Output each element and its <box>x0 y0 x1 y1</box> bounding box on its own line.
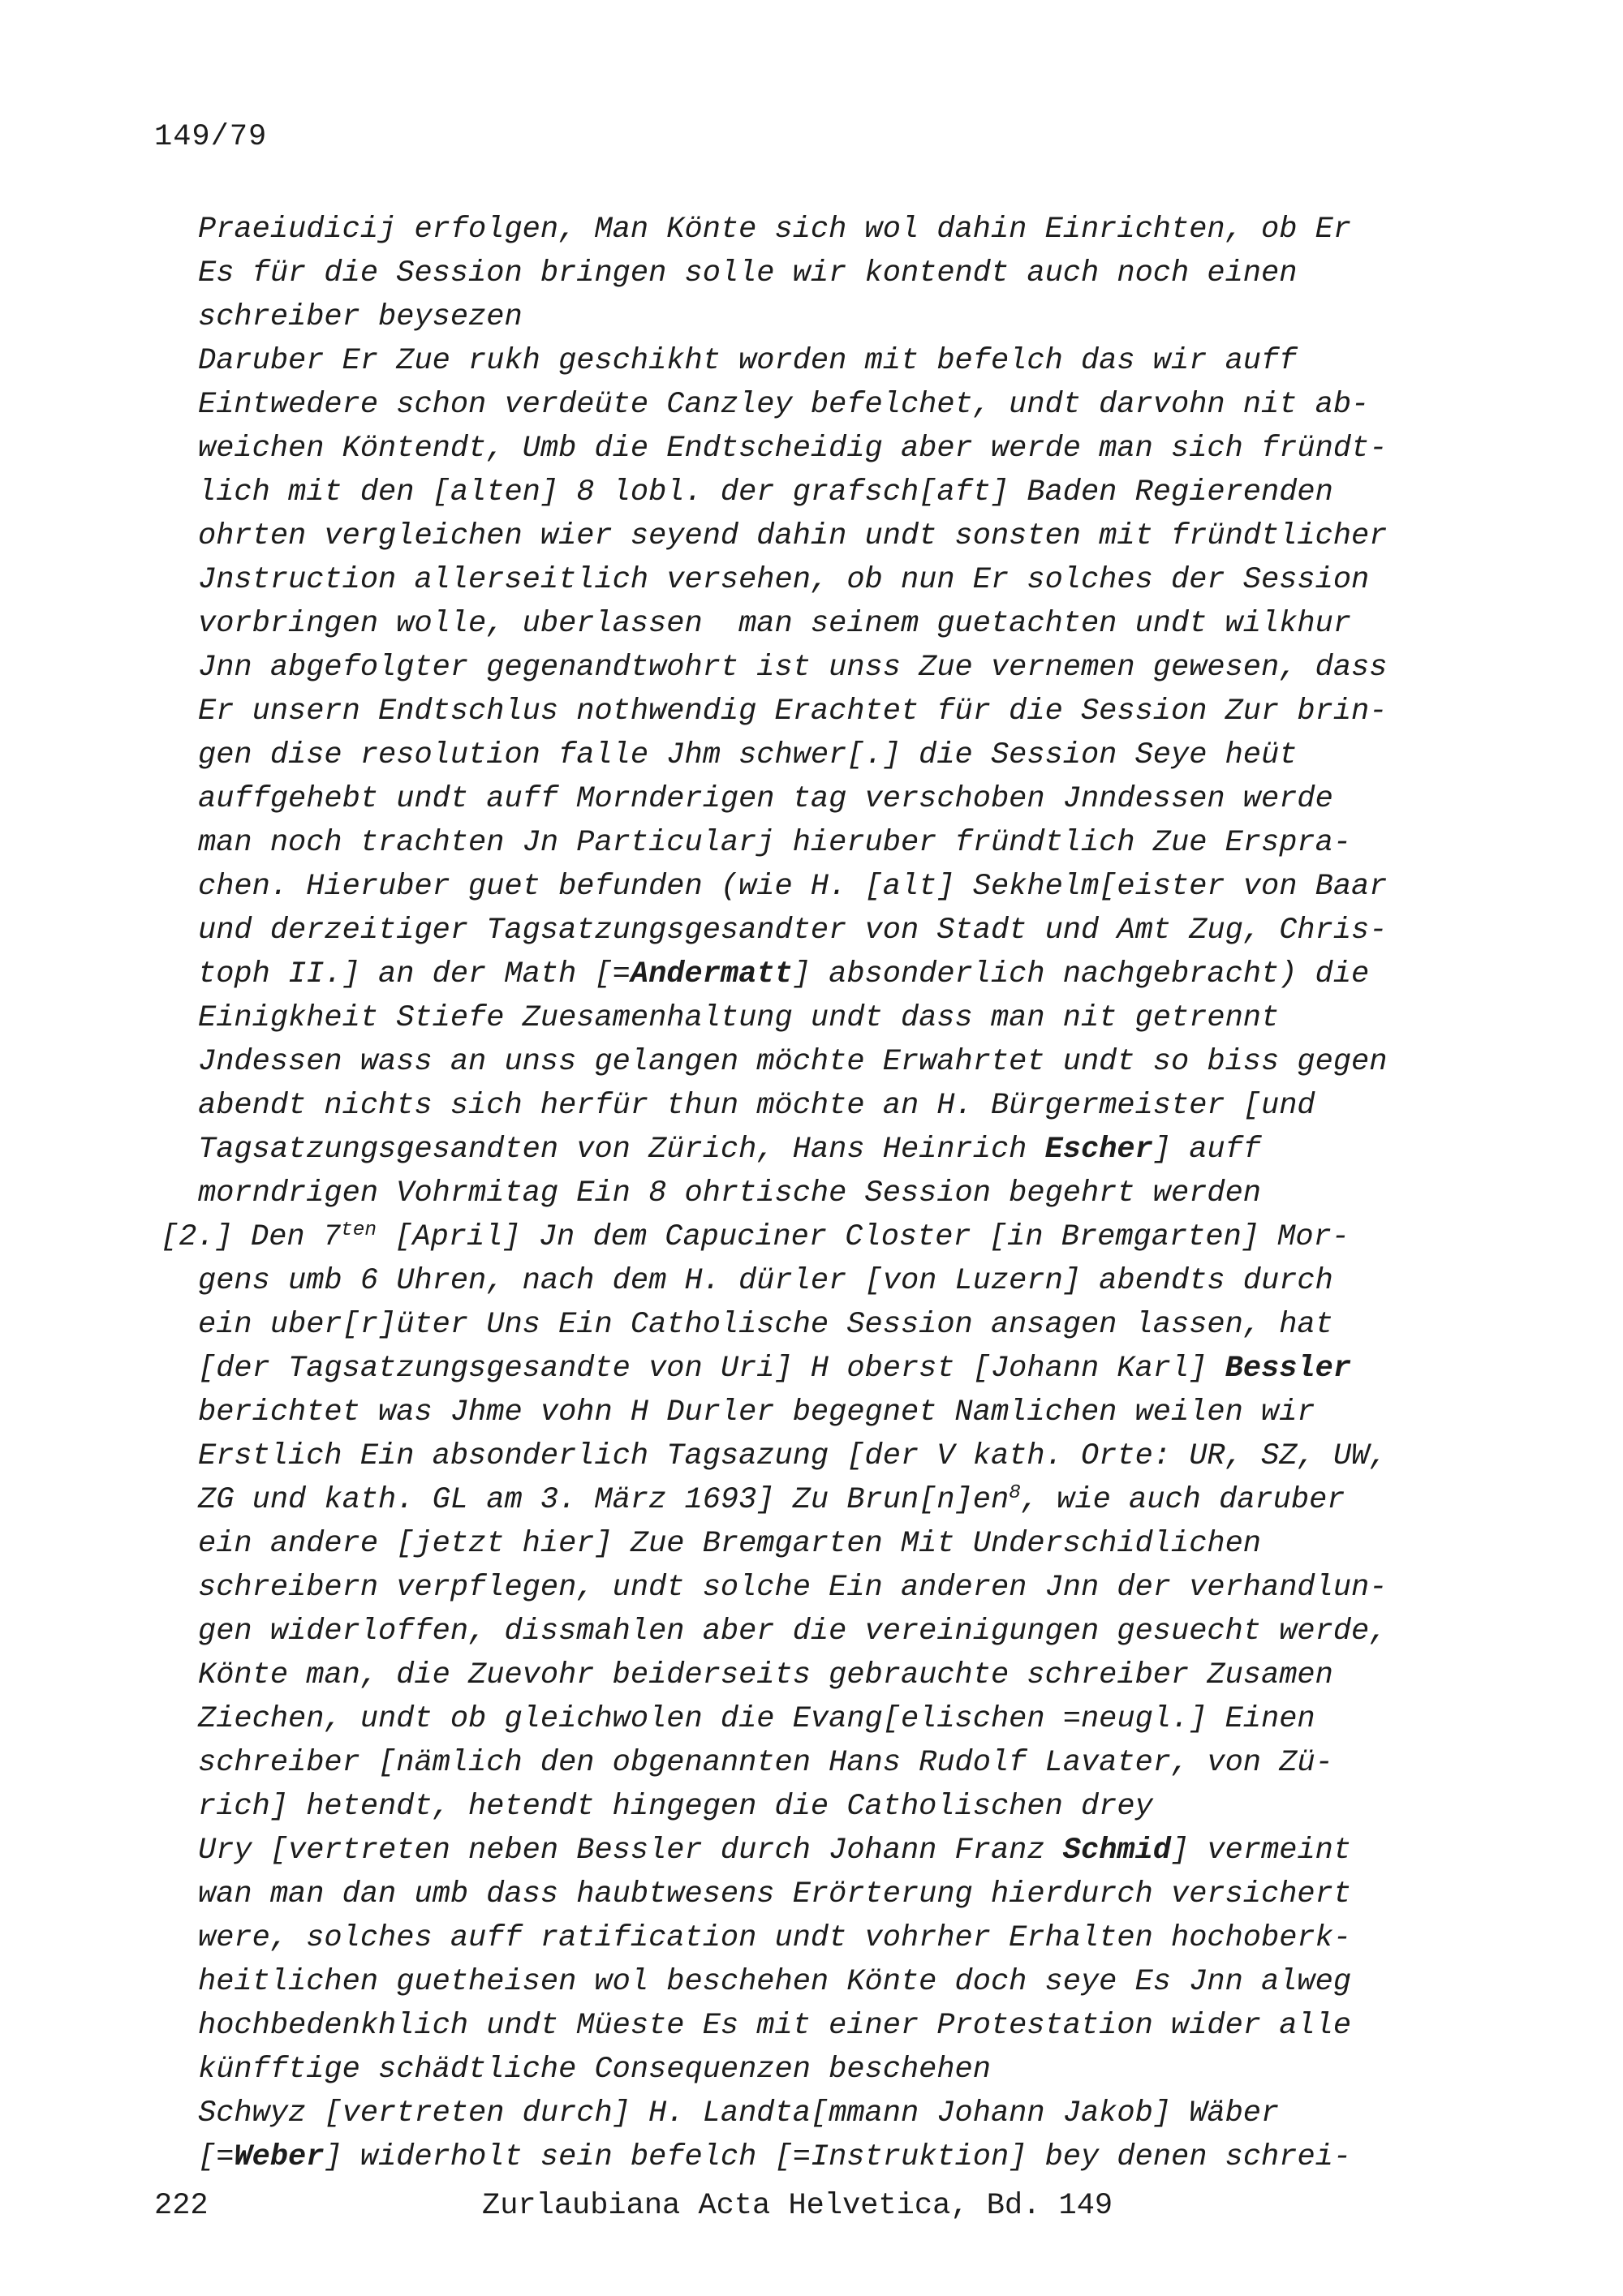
text-segment: Schwyz [vertreten durch] H. Landta[mmann Johann Jakob] Wäber <box>198 2096 1280 2130</box>
text-line <box>161 1215 1578 1259</box>
text-line <box>198 514 1578 558</box>
text-segment-bold: Bessler <box>1225 1352 1352 1386</box>
text-segment: Jnn abgefolgter gegenandtwohrt ist unss Zue vernemen gewesen, dass <box>198 651 1388 685</box>
text-line <box>198 1916 1578 1960</box>
text-line <box>198 602 1578 646</box>
text-segment-bold: Weber <box>234 2140 325 2174</box>
text-line <box>198 1653 1578 1697</box>
text-line <box>198 690 1578 733</box>
text-line <box>198 646 1578 690</box>
text-segment: ein andere [jetzt hier] Zue Bremgarten Mit Underschidlichen <box>198 1527 1262 1561</box>
text-line <box>198 208 1578 252</box>
text-segment: ] absonderlich nachgebracht) die <box>792 957 1370 991</box>
text-segment: rich] hetendt, hetendt hingegen die Catholischen drey <box>198 1790 1153 1824</box>
text-segment: , wie auch daruber <box>1020 1483 1345 1517</box>
text-line <box>198 865 1578 909</box>
text-line <box>198 1434 1578 1478</box>
text-segment: vorbringen wolle, uberlassen man seinem guetachten undt wilkhur <box>198 607 1352 641</box>
text-line <box>198 2004 1578 2048</box>
text-segment: wan man dan umb dass haubtwesens Erörterung hierdurch versichert <box>198 1877 1352 1911</box>
text-segment: berichtet was Jhme vohn H Durler begegnet Namlichen weilen wir <box>198 1395 1315 1430</box>
text-line <box>198 1610 1578 1653</box>
text-segment: man noch trachten Jn Particularj hieruber fründtlich Zue Erspra- <box>198 826 1352 860</box>
text-segment-bold: Andermatt <box>630 957 793 991</box>
footer-page-number: 222 <box>154 2189 209 2223</box>
text-segment-bold: Escher <box>1044 1133 1153 1167</box>
text-segment: heitlichen guetheisen wol beschehen Könte doch seye Es Jnn alweg <box>198 1965 1352 1999</box>
text-line <box>198 777 1578 821</box>
text-segment-bold: Schmid <box>1062 1834 1172 1868</box>
text-segment: auffgehebt undt auff Mornderigen tag verschoben Jnndessen werde <box>198 782 1333 816</box>
text-line <box>198 295 1578 339</box>
text-segment: schreiber [nämlich den obgenannten Hans Rudolf Lavater, von Zü- <box>198 1746 1333 1780</box>
text-line <box>198 1566 1578 1610</box>
text-segment: schreiber beysezen <box>198 300 523 334</box>
text-segment: chen. Hieruber guet befunden (wie H. [alt] Sekhelm[eister von Baar <box>198 870 1388 904</box>
text-segment: gens umb 6 Uhren, nach dem H. dürler [von Luzern] abendts durch <box>198 1264 1333 1298</box>
text-line <box>198 1872 1578 1916</box>
text-line <box>198 1697 1578 1741</box>
text-segment: schreibern verpflegen, undt solche Ein anderen Jnn der verhandlun- <box>198 1571 1388 1605</box>
text-segment: lich mit den [alten] 8 lobl. der grafsch[aft] Baden Regierenden <box>198 475 1333 510</box>
text-segment: gen widerloffen, dissmahlen aber die vereinigungen gesuecht werde, <box>198 1615 1388 1649</box>
page-header-number: 149/79 <box>154 120 268 154</box>
text-segment: hochbedenkhlich undt Müeste Es mit einer Protestation wider alle <box>198 2009 1352 2043</box>
text-segment: gen dise resolution falle Jhm schwer[.] die Session Seye heüt <box>198 738 1298 772</box>
body-text <box>161 208 1578 2179</box>
text-segment: [April] Jn dem Capuciner Closter [in Bremgarten] Mor- <box>377 1220 1350 1254</box>
text-line <box>198 1084 1578 1128</box>
text-line <box>198 952 1578 996</box>
text-line <box>198 1391 1578 1434</box>
text-line <box>198 1347 1578 1391</box>
text-segment: Daruber Er Zue rukh geschikht worden mit befelch das wir auff <box>198 344 1298 378</box>
text-line <box>198 1829 1578 1872</box>
text-line <box>198 1259 1578 1303</box>
text-line <box>198 1960 1578 2004</box>
text-segment: ZG und kath. GL am 3. März 1693] Zu Brun[n]en <box>198 1483 1010 1517</box>
text-line <box>198 909 1578 952</box>
text-segment: were, solches auff ratification undt vohrher Erhalten hochoberk- <box>198 1921 1352 1955</box>
text-segment: künfftige schädtliche Consequenzen beschehen <box>198 2053 991 2087</box>
text-segment: [2.] Den 7 <box>161 1220 342 1254</box>
text-segment: Erstlich Ein absonderlich Tagsazung [der V kath. Orte: UR, SZ, UW, <box>198 1439 1388 1473</box>
text-segment-superscript: ten <box>341 1219 377 1241</box>
text-segment: toph II.] an der Math [= <box>198 957 631 991</box>
text-segment: ] vermeint <box>1171 1834 1352 1868</box>
text-segment: und derzeitiger Tagsatzungsgesandter von Stadt und Amt Zug, Chris- <box>198 914 1388 948</box>
text-segment: Tagsatzungsgesandten von Zürich, Hans Heinrich <box>198 1133 1045 1167</box>
text-segment: [der Tagsatzungsgesandte von Uri] H oberst [Johann Karl] <box>198 1352 1225 1386</box>
text-line <box>198 383 1578 427</box>
text-segment: Es für die Session bringen solle wir kontendt auch noch einen <box>198 256 1298 290</box>
text-line <box>198 1785 1578 1829</box>
text-segment: morndrigen Vohrmitag Ein 8 ohrtische Session begehrt werden <box>198 1176 1262 1210</box>
text-line <box>198 427 1578 471</box>
text-line <box>198 1478 1578 1522</box>
text-line <box>198 1522 1578 1566</box>
text-line <box>198 1172 1578 1215</box>
text-segment: [= <box>198 2140 235 2174</box>
text-line <box>198 1040 1578 1084</box>
text-segment: Ziechen, undt ob gleichwolen die Evang[elischen =neugl.] Einen <box>198 1702 1315 1736</box>
text-segment: Jnstruction allerseitlich versehen, ob nun Er solches der Session <box>198 563 1370 597</box>
text-segment: Jndessen wass an unss gelangen möchte Erwahrtet undt so biss gegen <box>198 1045 1388 1079</box>
text-segment: weichen Köntendt, Umb die Endtscheidig aber werde man sich fründt- <box>198 432 1388 466</box>
text-segment: Er unsern Endtschlus nothwendig Erachtet für die Session Zur brin- <box>198 694 1388 729</box>
text-segment-superscript: 8 <box>1009 1481 1021 1504</box>
text-line <box>198 1128 1578 1172</box>
text-line <box>198 339 1578 383</box>
text-line <box>198 471 1578 514</box>
text-segment: abendt nichts sich herfür thun möchte an H. Bürgermeister [und <box>198 1089 1315 1123</box>
text-line <box>198 1741 1578 1785</box>
text-line <box>198 733 1578 777</box>
text-line <box>198 1303 1578 1347</box>
text-segment: Könte man, die Zuevohr beiderseits gebrauchte schreiber Zusamen <box>198 1658 1333 1692</box>
text-segment: Eintwedere schon verdeüte Canzley befelchet, undt darvohn nit ab- <box>198 388 1370 422</box>
text-segment: Ury [vertreten neben Bessler durch Johann Franz <box>198 1834 1063 1868</box>
footer-title: Zurlaubiana Acta Helvetica, Bd. 149 <box>482 2189 1113 2223</box>
text-line <box>198 2092 1578 2135</box>
text-segment: ohrten vergleichen wier seyend dahin undt sonsten mit fründtlicher <box>198 519 1388 553</box>
text-line <box>198 821 1578 865</box>
text-segment: Einigkheit Stiefe Zuesamenhaltung undt dass man nit getrennt <box>198 1001 1280 1035</box>
text-line <box>198 2135 1578 2179</box>
text-line <box>198 2048 1578 2092</box>
text-line <box>198 558 1578 602</box>
text-segment: ] widerholt sein befelch [=Instruktion] bey denen schrei- <box>324 2140 1352 2174</box>
text-segment: ein uber[r]üter Uns Ein Catholische Session ansagen lassen, hat <box>198 1308 1333 1342</box>
text-segment: ] auff <box>1152 1133 1262 1167</box>
text-line <box>198 996 1578 1040</box>
text-line <box>198 252 1578 295</box>
text-segment: Praeiudicij erfolgen, Man Könte sich wol dahin Einrichten, ob Er <box>198 213 1352 247</box>
